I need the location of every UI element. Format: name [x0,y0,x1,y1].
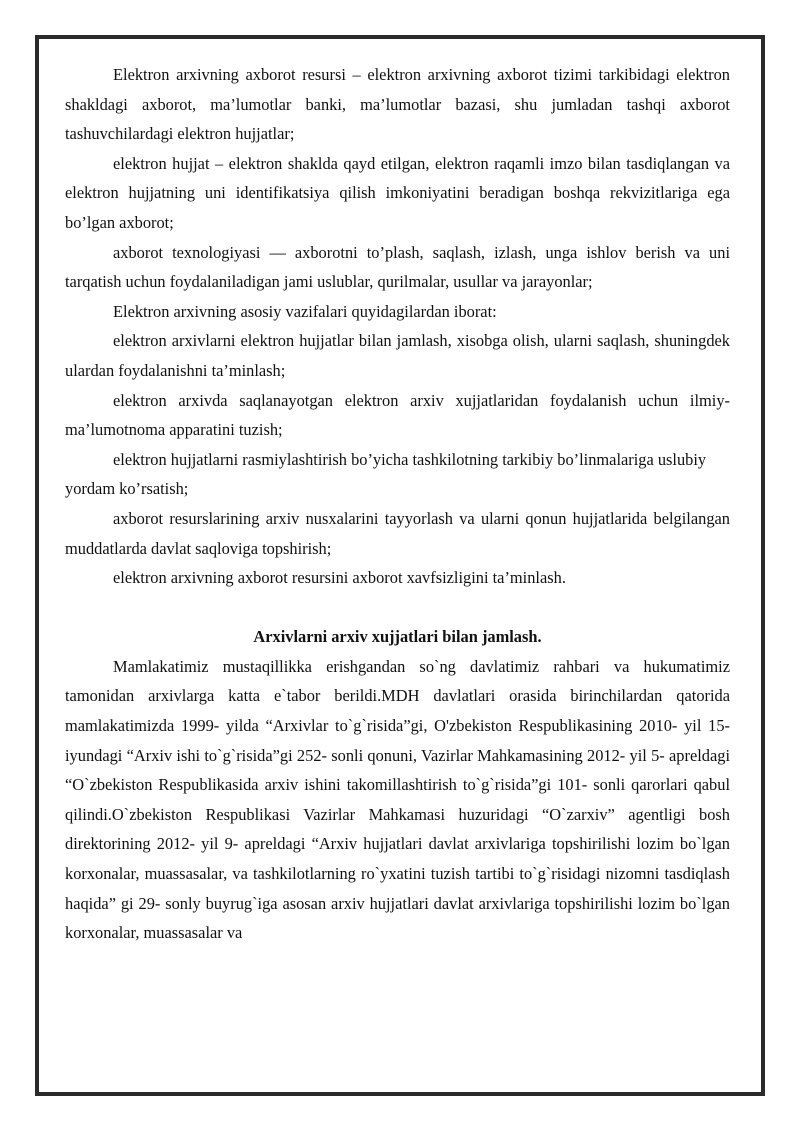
list-item-task-methodical-help: elektron hujjatlarni rasmiylashtirish bo’yicha tashkilotning tarkibiy bo’linmalariga uslubiy yordam ko’rsatish; [65,449,707,499]
paragraph-information-technology-definition: axborot texnologiyasi — axborotni to’plash, saqlash, izlash, unga ishlov berish va uni tarqatish uchun foydalaniladigan jami uslublar, qurilmalar, usullar va jarayonlar; [65,242,730,292]
list-item-task-reference-apparatus: elektron arxivda saqlanayotgan elektron arxiv xujjatlaridan foydalanish uchun ilmiy-ma’lumotnoma apparatini tuzish; [65,390,730,440]
list-item-task-accumulation: elektron arxivlarni elektron hujjatlar bilan jamlash, xisobga olish, ularni saqlash, shuningdek ulardan foydalanishni ta’minlash; [65,331,730,380]
section-heading: Arxivlarni arxiv xujjatlari bilan jamlash. [253,627,542,647]
blank-line [65,593,730,623]
section-paragraph: Mamlakatimiz mustaqillikka erishgandan so`ng davlatimiz rahbari va hukumatimiz tamonidan arxivlarga katta e`tabor berildi.MDH davlatlari orasida birinchilardan qatorida mamlakatimizda 1999- yilda “Arxivlar to`g`risida”gi, O'zbekiston Respublikasining 2010- yil 15- iyundagi “Arxiv ishi to`g`risida”gi 252- sonli qonuni, Vazirlar Mahkamasining 2012- yil 5- apreldagi “O`zbekiston Respublikasida arxiv ishini takomillashtirish to`g`risida”gi 101- sonli qarorlari qabul qilindi.O`zbekiston Respublikasi Vazirlar Mahkamasi huzuridagi “O`zarxiv” agentligi bosh direktorining 2012- yil 9- apreldagi “Arxiv hujjatlari davlat arxivlariga topshirilishi lozim bo`lgan korxonalar, muassasalar, va tashkilotlarning ro`yxatini tuzish tartibi to`g`risidagi nizomni tasdiqlash haqida” gi 29- sonly buyrug`iga asosan arxiv hujjatlari davlat arxivlariga topshirilishi lozim bo`lgan korxonalar, muassasalar va [65,656,730,943]
paragraph-resource-definition: Elektron arxivning axborot resursi – elektron arxivning axborot tizimi tarkibidagi elektron shakldagi axborot, ma’lumotlar banki, ma’lumotlar bazasi, shu jumladan tashqi axborot tashuvchilardagi elektron hujjatlar; [65,65,730,144]
list-item-task-security: elektron arxivning axborot resursini axborot xavfsizligini ta’minlash. [113,568,566,588]
list-item-task-archive-copies: axborot resurslarining arxiv nusxalarini tayyorlash va ularni qonun hujjatlarida belgilangan muddatlarda davlat saqloviga topshirish; [65,508,730,558]
document-body [65,60,730,948]
paragraph-main-tasks-intro: Elektron arxivning asosiy vazifalari quyidagilardan iborat: [113,301,497,321]
paragraph-electronic-document-definition: elektron hujjat – elektron shaklda qayd etilgan, elektron raqamli imzo bilan tasdiqlangan va elektron hujjatning uni identifikatsiya qilish imkoniyatini beradigan boshqa rekvizitlariga ega bo’lgan axborot; [65,153,730,232]
